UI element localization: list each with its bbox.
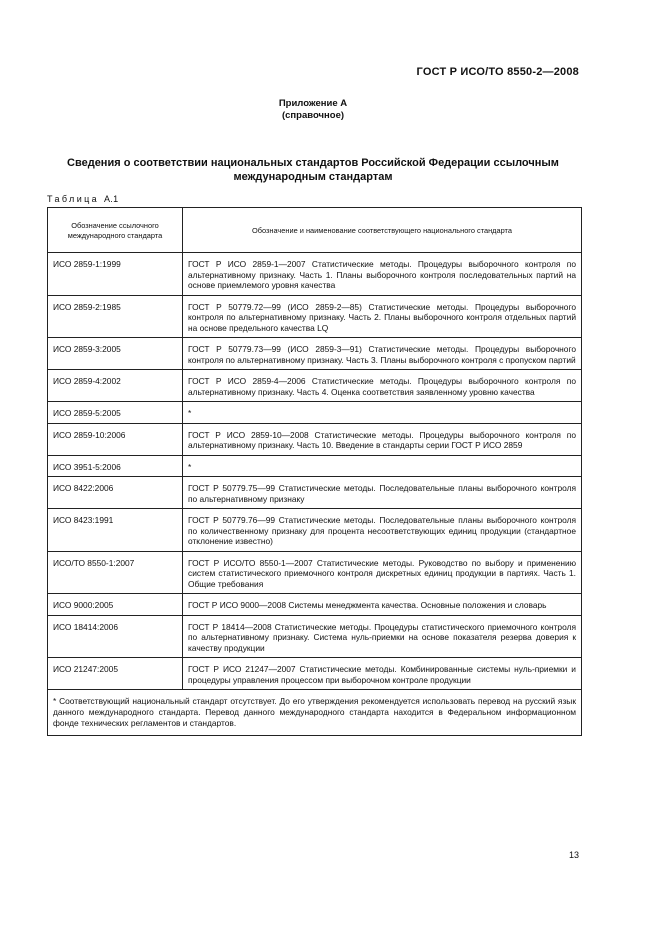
table-footnote: * Соответствующий национальный стандарт отсутствует. До его утверждения рекомендуется использовать перевод на русский язык данного международного стандарта. Перевод данного международного стандарта находится в Федеральном информационном фонде технических регламентов и стандартов. <box>48 690 582 736</box>
reference-standard-cell: ИСО 18414:2006 <box>48 615 183 658</box>
table-row <box>48 658 582 690</box>
table-row <box>48 295 582 338</box>
table-row <box>48 370 582 402</box>
table-footnote-row <box>48 690 582 736</box>
table-row <box>48 594 582 616</box>
reference-standard-cell: ИСО 2859-1:1999 <box>48 253 183 296</box>
national-standard-cell: ГОСТ Р ИСО 2859-4—2006 Статистические методы. Процедуры выборочного контроля по альтернативному признаку. Часть 4. Оценка соответствия заявленному уровню качества <box>183 370 582 402</box>
national-standard-cell: ГОСТ Р ИСО 2859-1—2007 Статистические методы. Процедуры выборочного контроля по альтернативному признаку. Часть 1. Планы выборочного контроля последовательных партий на основе приемлемого уровня качества <box>183 253 582 296</box>
table-row <box>48 455 582 477</box>
table-caption <box>47 194 118 204</box>
section-heading-line1: Сведения о соответствии национальных стандартов Российской Федерации ссылочным <box>67 157 559 169</box>
table-row <box>48 551 582 594</box>
document-code: ГОСТ Р ИСО/ТО 8550-2—2008 <box>416 66 579 78</box>
reference-standard-cell: ИСО/ТО 8550-1:2007 <box>48 551 183 594</box>
reference-standard-cell: ИСО 2859-3:2005 <box>48 338 183 370</box>
national-standard-cell: ГОСТ Р ИСО/ТО 8550-1—2007 Статистические методы. Руководство по выбору и применению систем статистического приемочного контроля дискретных единиц продукции в партиях. Часть 1. Общие требования <box>183 551 582 594</box>
table-row <box>48 253 582 296</box>
table-row <box>48 477 582 509</box>
reference-standard-cell: ИСО 8422:2006 <box>48 477 183 509</box>
reference-standard-cell: ИСО 2859-10:2006 <box>48 423 183 455</box>
national-standard-cell: ГОСТ Р 50779.72—99 (ИСО 2859-2—85) Статистические методы. Процедуры выборочного контроля по альтернативному признаку. Часть 2. Планы выборочного контроля отдельных партий на основе предельного качества LQ <box>183 295 582 338</box>
reference-standard-cell: ИСО 2859-2:1985 <box>48 295 183 338</box>
reference-standard-cell: ИСО 3951-5:2006 <box>48 455 183 477</box>
national-standard-cell: ГОСТ Р ИСО 21247—2007 Статистические методы. Комбинированные системы нуль-приемки и процедуры управления процессом при выборочном контроле продукции <box>183 658 582 690</box>
reference-standard-cell: ИСО 2859-4:2002 <box>48 370 183 402</box>
appendix-title: Приложение А <box>278 98 348 109</box>
national-standard-cell: * <box>183 402 582 424</box>
table-row <box>48 338 582 370</box>
table-row <box>48 402 582 424</box>
table-body <box>48 253 582 690</box>
table-header-row <box>48 208 582 253</box>
table-caption-number: А.1 <box>104 194 119 204</box>
table-row <box>48 509 582 552</box>
section-heading-line2: международным стандартам <box>233 171 393 183</box>
national-standard-cell: ГОСТ Р 50779.73—99 (ИСО 2859-3—91) Статистические методы. Процедуры выборочного контроля по альтернативному признаку. Часть 3. Планы выборочного контроля с пропуском партий <box>183 338 582 370</box>
correspondence-table <box>47 207 582 736</box>
national-standard-cell: ГОСТ Р 50779.75—99 Статистические методы. Последовательные планы выборочного контроля по альтернативному признаку <box>183 477 582 509</box>
reference-standard-cell: ИСО 21247:2005 <box>48 658 183 690</box>
col-header-reference: Обозначение ссылочного международного стандарта <box>48 208 183 253</box>
appendix-label <box>0 98 626 122</box>
table-caption-label: Таблица <box>47 194 100 204</box>
appendix-subtitle: (справочное) <box>281 110 345 121</box>
section-heading <box>40 156 586 184</box>
table-row <box>48 423 582 455</box>
col-header-national: Обозначение и наименование соответствующего национального стандарта <box>183 208 582 253</box>
national-standard-cell: ГОСТ Р 18414—2008 Статистические методы. Процедуры статистического приемочного контроля по альтернативному признаку. Система нуль-приемки на основе показателя резерва доверия к качеству продукции <box>183 615 582 658</box>
national-standard-cell: * <box>183 455 582 477</box>
reference-standard-cell: ИСО 2859-5:2005 <box>48 402 183 424</box>
table-row <box>48 615 582 658</box>
national-standard-cell: ГОСТ Р ИСО 9000—2008 Системы менеджмента качества. Основные положения и словарь <box>183 594 582 616</box>
national-standard-cell: ГОСТ Р ИСО 2859-10—2008 Статистические методы. Процедуры выборочного контроля по альтернативному признаку. Часть 10. Введение в стандарты серии ГОСТ Р ИСО 2859 <box>183 423 582 455</box>
reference-standard-cell: ИСО 9000:2005 <box>48 594 183 616</box>
page-number: 13 <box>568 850 579 860</box>
reference-standard-cell: ИСО 8423:1991 <box>48 509 183 552</box>
national-standard-cell: ГОСТ Р 50779.76—99 Статистические методы. Последовательные планы выборочного контроля по количественному признаку для процента несоответствующих единиц продукции (стандартное отклонение известно) <box>183 509 582 552</box>
